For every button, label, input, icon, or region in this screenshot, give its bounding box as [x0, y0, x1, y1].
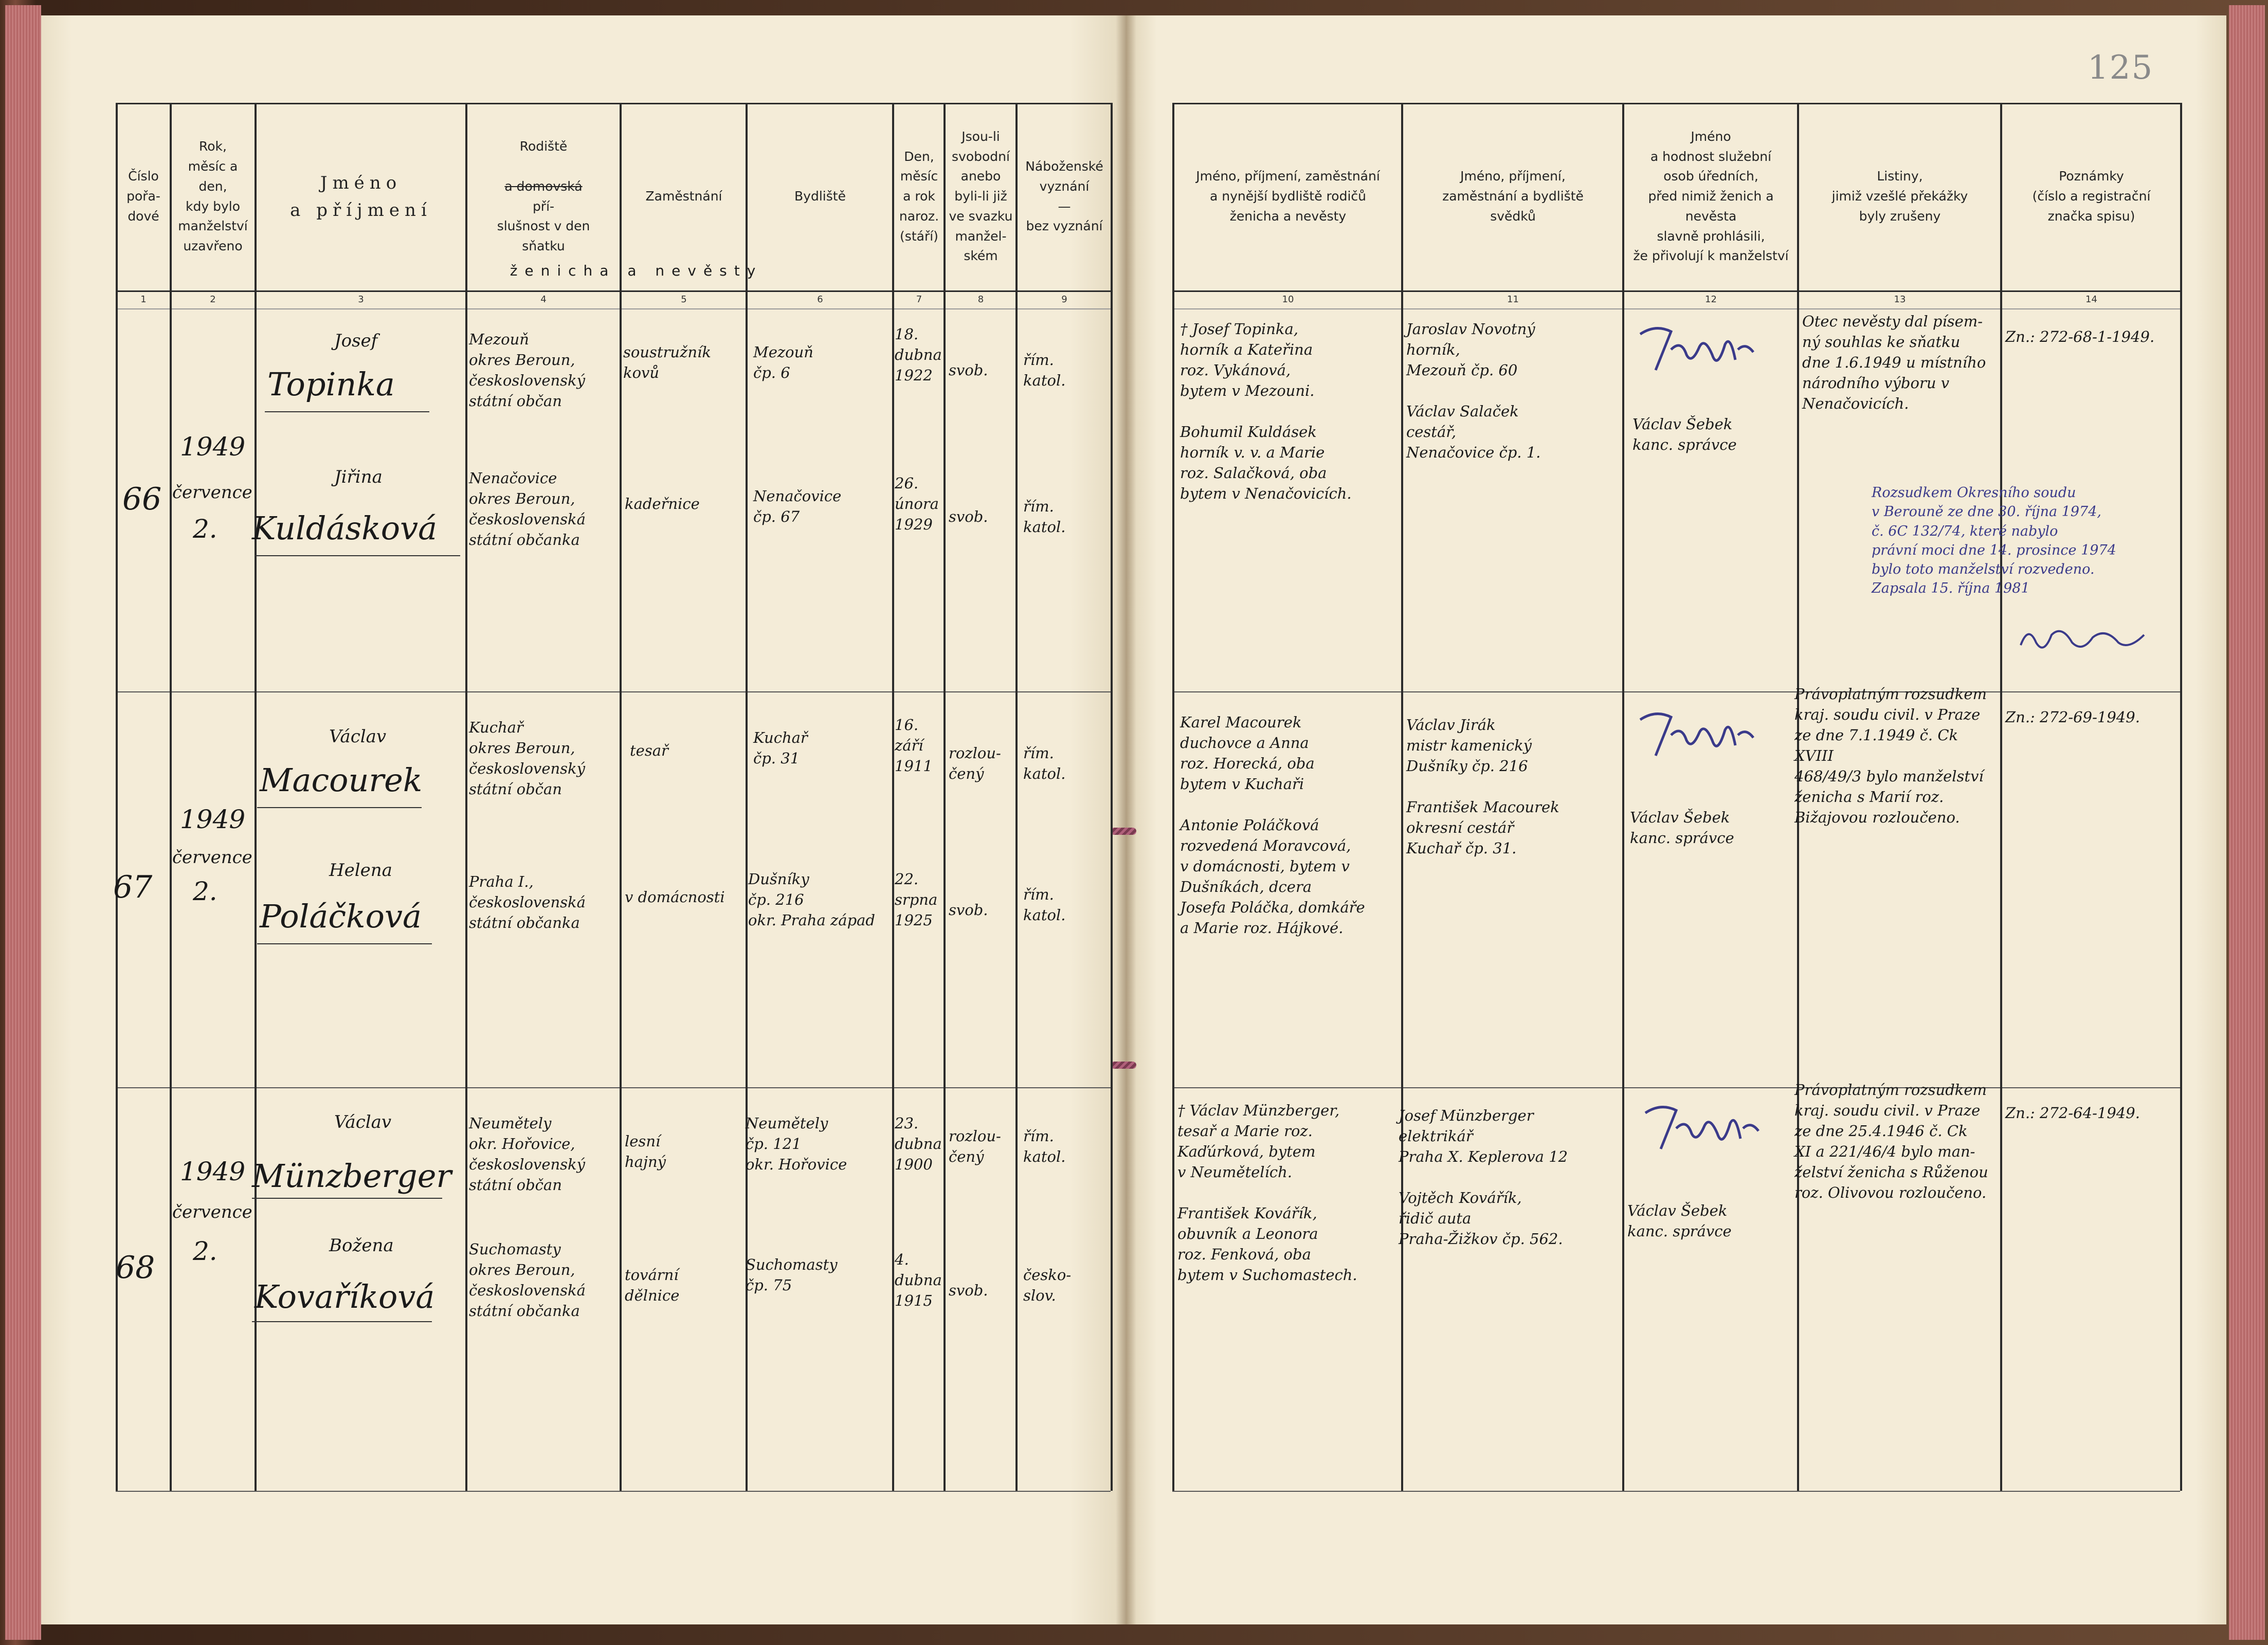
groom-birth: 16. září 1911	[895, 716, 933, 775]
groom-first-name: Václav	[329, 726, 387, 747]
bride-religion: řím. katol.	[1023, 886, 1066, 924]
bride-occupation: v domácnosti	[625, 888, 725, 906]
groom-religion: řím. katol.	[1023, 1127, 1066, 1166]
witnesses: Jaroslav Novotný horník, Mezouň čp. 60 Václav Salaček cestář, Nenačovice čp. 1.	[1406, 320, 1541, 462]
bride-last-name: Kuldásková	[252, 509, 438, 547]
groom-occupation: soustružník kovů	[623, 343, 711, 382]
header-marital-status: Jsou-li svobodní anebo byli-li již ve svazku manžel- ském	[949, 129, 1013, 264]
bride-first-name: Helena	[329, 860, 392, 881]
header-religion: Náboženské vyznání — bez vyznání	[1025, 159, 1103, 234]
bride-origin: Nenačovice okres Beroun, československá státní občanka	[469, 469, 586, 549]
bride-residence: Suchomasty čp. 75	[746, 1256, 838, 1294]
column-number: 6	[817, 294, 823, 305]
column-number: 11	[1507, 294, 1519, 305]
official-name: Václav Šebek kanc. správce	[1632, 415, 1737, 454]
groom-origin: Neumětely okr. Hořovice, československý státní občan	[469, 1114, 585, 1194]
bride-birth: 26. února 1929	[895, 474, 939, 534]
entry-day: 2.	[193, 876, 217, 906]
groom-status: svob.	[949, 361, 988, 379]
header-birthplace-rest: pří- slušnost v den sňatku	[497, 198, 590, 253]
column-number: 4	[540, 294, 547, 305]
registrar-signature-icon	[2016, 614, 2149, 661]
entry-year: 1949	[180, 805, 246, 834]
entry-number: 68	[116, 1250, 155, 1286]
groom-occupation: lesní hajný	[625, 1132, 666, 1171]
column-number: 14	[2085, 294, 2097, 305]
header-official: Jméno a hodnost služební osob úředních, před nimiž ženich a nevěsta slavně prohlásili, že přivolují k manželství	[1633, 129, 1789, 264]
groom-residence: Neumětely čp. 121 okr. Hořovice	[746, 1114, 847, 1174]
documents: Právoplatným rozsudkem kraj. soudu civil. v Praze ze dne 25.4.1946 č. Ck XI a 221/46/4 bylo man- želství ženicha s Růženou roz. Olivovou rozloučeno.	[1794, 1081, 1988, 1202]
entry-day: 2.	[193, 514, 217, 544]
header-serial-number: Číslo pořa- dové	[126, 169, 160, 224]
groom-first-name: Václav	[334, 1112, 392, 1132]
header-name: Jméno a příjmení	[290, 172, 432, 221]
column-number: 10	[1282, 294, 1294, 305]
bride-first-name: Božena	[329, 1235, 394, 1256]
bride-residence: Dušníky čp. 216 okr. Praha západ	[748, 870, 875, 929]
bride-origin: Praha I., československá státní občanka	[469, 873, 586, 932]
column-number: 2	[210, 294, 216, 305]
entry-month: července	[172, 847, 252, 868]
entry-month: července	[172, 1202, 252, 1222]
header-occupation: Zaměstnání	[645, 189, 722, 204]
remark: Zn.: 272-69-1949.	[2005, 708, 2140, 726]
entry-number: 67	[113, 869, 153, 905]
bride-birth: 22. srpna 1925	[895, 870, 938, 929]
entry-day: 2.	[193, 1236, 217, 1266]
bride-status: svob.	[949, 901, 988, 919]
groom-origin: Mezouň okres Beroun, československý státní občan	[469, 331, 585, 410]
remark: Zn.: 272-64-1949.	[2005, 1104, 2140, 1122]
groom-origin: Kuchař okres Beroun, československý státní občan	[469, 719, 585, 798]
bride-last-name: Poláčková	[260, 898, 422, 935]
column-number: 9	[1061, 294, 1067, 305]
header-groom-bride: ženicha a nevěsty	[510, 262, 763, 279]
bride-last-name: Kovaříková	[255, 1278, 435, 1315]
groom-residence: Mezouň čp. 6	[753, 343, 813, 382]
groom-last-name: Topinka	[267, 365, 395, 403]
official-signature-icon	[1635, 319, 1758, 380]
header-birthplace-struck: a domovská	[504, 178, 583, 194]
entry-number: 66	[122, 481, 162, 517]
official-name: Václav Šebek kanc. správce	[1627, 1202, 1732, 1240]
groom-last-name: Münzberger	[252, 1157, 452, 1195]
groom-status: rozlou- čený	[949, 744, 1001, 783]
parents: † Václav Münzberger, tesař a Marie roz. Kaďúrková, bytem v Neumětelích. František Kovářík, obuvník a Leonora roz. Fenková, oba bytem v Suchomastech.	[1177, 1102, 1357, 1284]
witnesses: Václav Jirák mistr kamenický Dušníky čp. 216 František Macourek okresní cestář Kuchař čp. 31.	[1406, 716, 1559, 857]
remark: Zn.: 272-68-1-1949.	[2005, 328, 2155, 345]
bride-birth: 4. dubna 1915	[895, 1251, 942, 1310]
header-remarks: Poznámky (číslo a registrační značka spisu)	[2032, 169, 2151, 224]
groom-occupation: tesař	[630, 742, 668, 759]
header-marriage-date: Rok, měsíc a den, kdy bylo manželství uzavřeno	[178, 139, 248, 253]
bride-religion: česko- slov.	[1023, 1266, 1072, 1305]
header-parents: Jméno, příjmení, zaměstnání a nynější bydliště rodičů ženicha a nevěsty	[1196, 169, 1380, 224]
groom-status: rozlou- čený	[949, 1127, 1001, 1166]
left-page-edges	[5, 5, 41, 1640]
parents: † Josef Topinka, horník a Kateřina roz. Vykánová, bytem v Mezouni. Bohumil Kuldásek horník v. v. a Marie roz. Salačková, oba bytem v Nenačovicích.	[1180, 320, 1352, 503]
header-documents: Listiny, jimiž vzešlé překážky byly zrušeny	[1831, 169, 1968, 224]
groom-religion: řím. katol.	[1023, 744, 1066, 783]
column-number: 8	[977, 294, 984, 305]
bride-occupation: kadeřnice	[625, 495, 700, 513]
entry-year: 1949	[180, 1157, 246, 1186]
bride-religion: řím. katol.	[1023, 498, 1066, 536]
column-number: 12	[1705, 294, 1717, 305]
column-number: 1	[140, 294, 147, 305]
groom-birth: 23. dubna 1900	[895, 1114, 942, 1174]
groom-residence: Kuchař čp. 31	[753, 729, 808, 767]
documents: Právoplatným rozsudkem kraj. soudu civil. v Praze ze dne 7.1.1949 č. Ck XVIII 468/49/3 bylo manželství ženicha s Marií roz. Bižajovou rozloučeno.	[1794, 685, 1987, 827]
divorce-note: Rozsudkem Okresního soudu v Berouně ze dne 30. října 1974, č. 6C 132/74, které nabylo právní moci dne 14. prosince 1974 bylo toto manželství rozvedeno. Zapsala 15. října 1981	[1872, 485, 2116, 597]
column-number: 5	[681, 294, 687, 305]
bride-residence: Nenačovice čp. 67	[753, 487, 842, 526]
groom-first-name: Josef	[334, 331, 378, 351]
right-page-edges	[2229, 5, 2265, 1640]
header-birthplace	[468, 105, 619, 288]
official-signature-icon	[1640, 1098, 1764, 1159]
documents: Otec nevěsty dal písem- ný souhlas ke sňatku dne 1.6.1949 u místního národního výboru v Nenačovicích.	[1802, 313, 1986, 413]
entry-year: 1949	[180, 432, 246, 462]
bride-occupation: tovární dělnice	[625, 1266, 680, 1305]
witnesses: Josef Münzberger elektrikář Praha X. Keplerova 12 Vojtěch Kovářík, řidič auta Praha-Žižkov čp. 562.	[1399, 1107, 1568, 1248]
bride-origin: Suchomasty okres Beroun, československá státní občanka	[469, 1240, 586, 1320]
binding-thread	[1111, 828, 1136, 835]
groom-last-name: Macourek	[260, 761, 423, 799]
bride-status: svob.	[949, 1282, 988, 1299]
groom-birth: 18. dubna 1922	[895, 325, 942, 385]
page-number: 125	[2088, 49, 2154, 87]
groom-religion: řím. katol.	[1023, 351, 1066, 390]
column-number: 7	[916, 294, 922, 305]
bride-first-name: Jiřina	[334, 467, 383, 487]
parents: Karel Macourek duchovce a Anna roz. Horecká, oba bytem v Kuchaři Antonie Poláčková rozvedená Moravcová, v domácnosti, bytem v Dušníkách, dcera Josefa Poláčka, domkáře a Marie roz. Hájkové.	[1180, 714, 1365, 937]
official-name: Václav Šebek kanc. správce	[1630, 809, 1734, 847]
official-signature-icon	[1635, 704, 1758, 766]
header-residence: Bydliště	[794, 189, 846, 204]
header-birth-date: Den, měsíc a rok naroz. (stáří)	[899, 149, 939, 244]
binding-thread	[1111, 1062, 1136, 1069]
column-number: 3	[358, 294, 364, 305]
bride-status: svob.	[949, 508, 988, 525]
column-number: 13	[1894, 294, 1906, 305]
header-witnesses: Jméno, příjmení, zaměstnání a bydliště svědků	[1442, 169, 1584, 224]
header-birthplace-line1: Rodiště	[519, 139, 568, 154]
entry-month: července	[172, 482, 252, 503]
book-spine	[1116, 15, 1136, 1624]
